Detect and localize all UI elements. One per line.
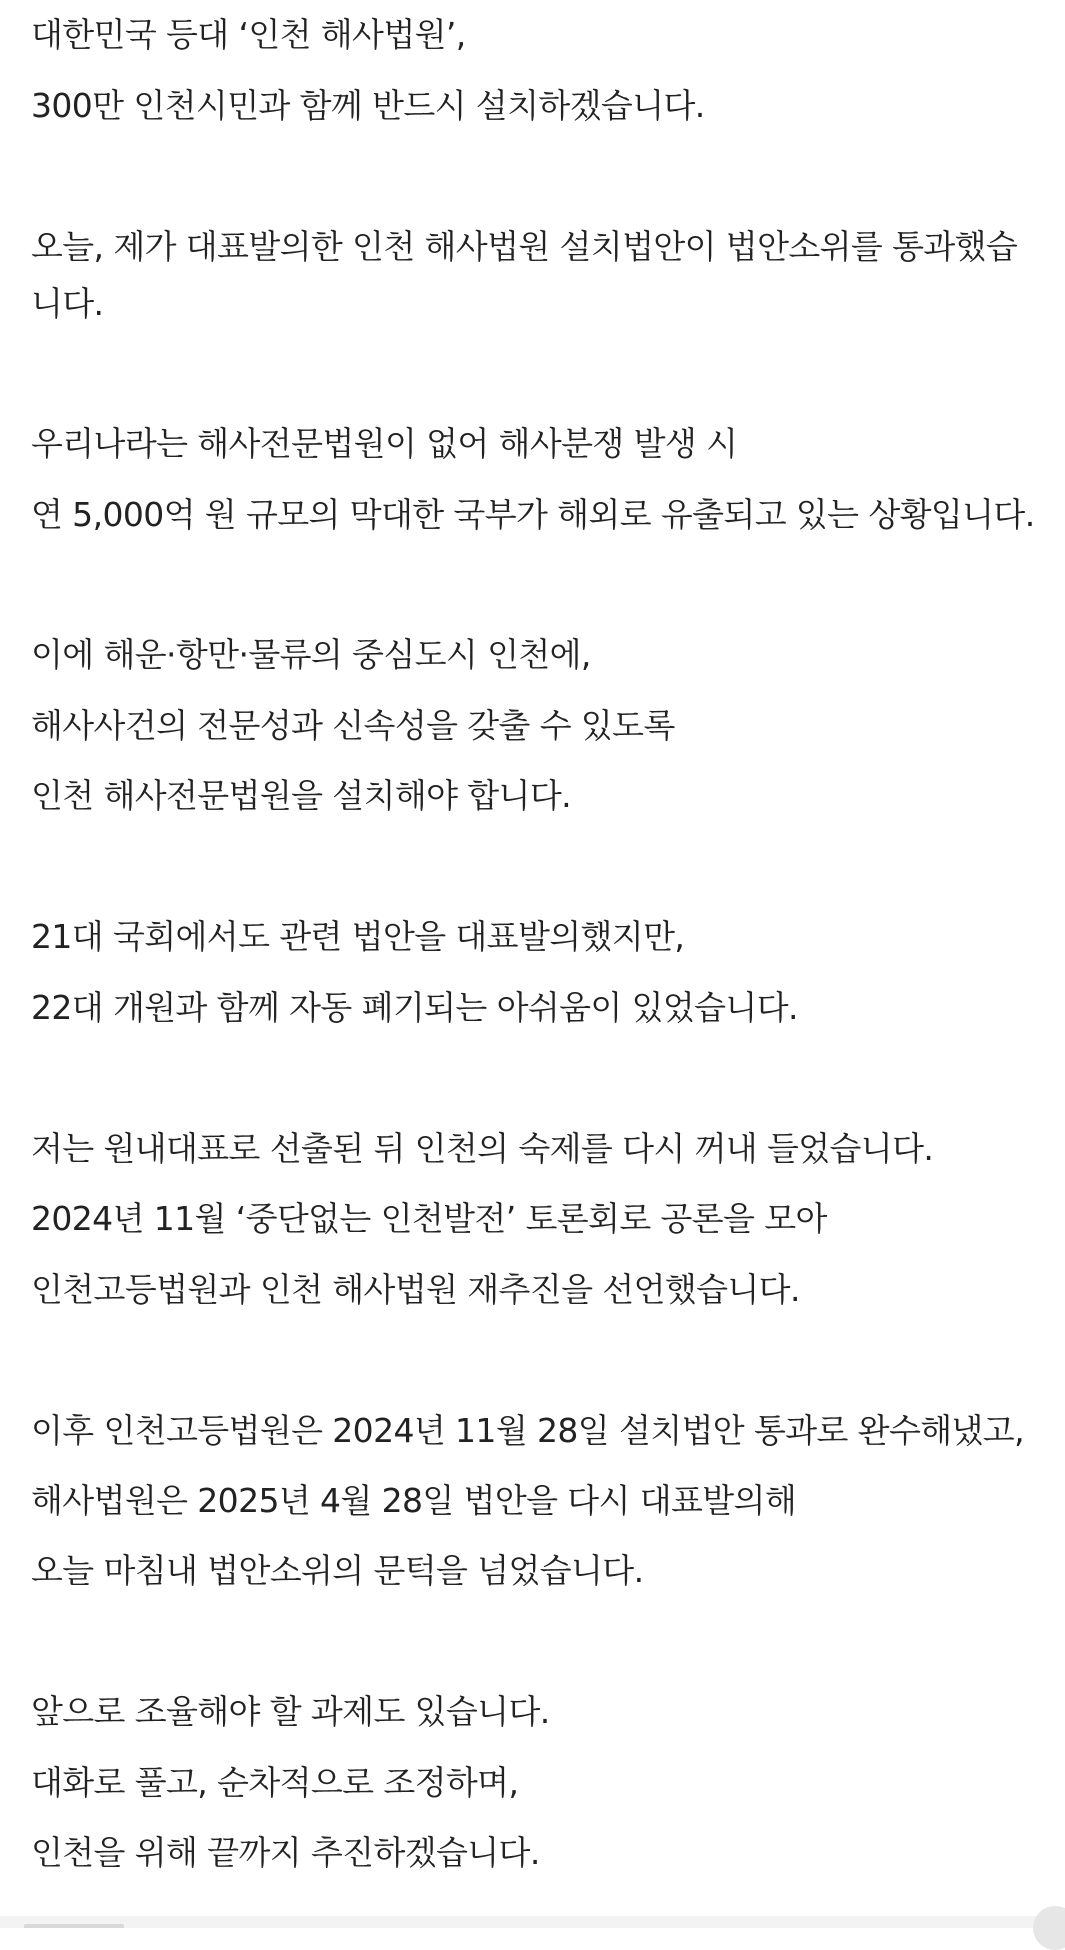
- paragraph-break: [31, 1325, 1041, 1396]
- text-line: 앞으로 조율해야 할 과제도 있습니다.: [31, 1692, 550, 1731]
- floating-button[interactable]: [1033, 1906, 1065, 1950]
- text-line: 2024년 11월 ‘중단없는 인천발전’ 토론회로 공론을 모아: [31, 1199, 827, 1238]
- text-line: 저는 원내대표로 선출된 뒤 인천의 숙제를 다시 꺼내 들었습니다.: [31, 1128, 934, 1168]
- text-line: 22대 개원과 함께 자동 폐기되는 아쉬움이 있었습니다.: [31, 987, 798, 1027]
- text-line: 연 5,000억 원 규모의 막대한 국부가 해외로 유출되고 있는 상황입니다.: [31, 494, 1035, 534]
- paragraph-break: [31, 1043, 1041, 1114]
- text-line: 해사사건의 전문성과 신속성을 갖출 수 있도록: [31, 705, 675, 745]
- bottom-toolbar: [0, 1916, 1065, 1928]
- bottom-tab-indicator[interactable]: [24, 1924, 124, 1928]
- text-line: 300만 인천시민과 함께 반드시 설치하겠습니다.: [31, 85, 705, 125]
- text-line: 해사법원은 2025년 4월 28일 법안을 다시 대표발의해: [31, 1480, 797, 1520]
- paragraph-break: [31, 339, 1041, 410]
- text-line: 오늘, 제가 대표발의한 인천 해사법원 설치법안이 법안소위를 통과했습니다.: [31, 226, 1018, 323]
- text-line: 인천고등법원과 인천 해사법원 재추진을 선언했습니다.: [31, 1269, 800, 1309]
- text-line: 21대 국회에서도 관련 법안을 대표발의했지만,: [31, 917, 685, 956]
- text-line: 우리나라는 해사전문법원이 없어 해사분쟁 발생 시: [31, 424, 738, 463]
- text-line: 인천을 위해 끝까지 추진하겠습니다.: [31, 1833, 540, 1872]
- text-line: 대한민국 등대 ‘인천 해사법원’,: [31, 15, 466, 54]
- text-line: 대화로 풀고, 순차적으로 조정하며,: [31, 1762, 519, 1802]
- article-body: [31, 0, 1041, 1889]
- text-line: 인천 해사전문법원을 설치해야 합니다.: [31, 776, 572, 815]
- paragraph-break: [31, 832, 1041, 903]
- text-line: 이에 해운·항만·물류의 중심도시 인천에,: [31, 635, 591, 674]
- text-line: 이후 인천고등법원은 2024년 11월 28일 설치법안 통과로 완수해냈고,: [31, 1410, 1024, 1450]
- paragraph-break: [31, 1607, 1041, 1678]
- paragraph-break: [31, 550, 1041, 621]
- paragraph-break: [31, 141, 1041, 212]
- text-line: 오늘 마침내 법안소위의 문턱을 넘었습니다.: [31, 1551, 644, 1590]
